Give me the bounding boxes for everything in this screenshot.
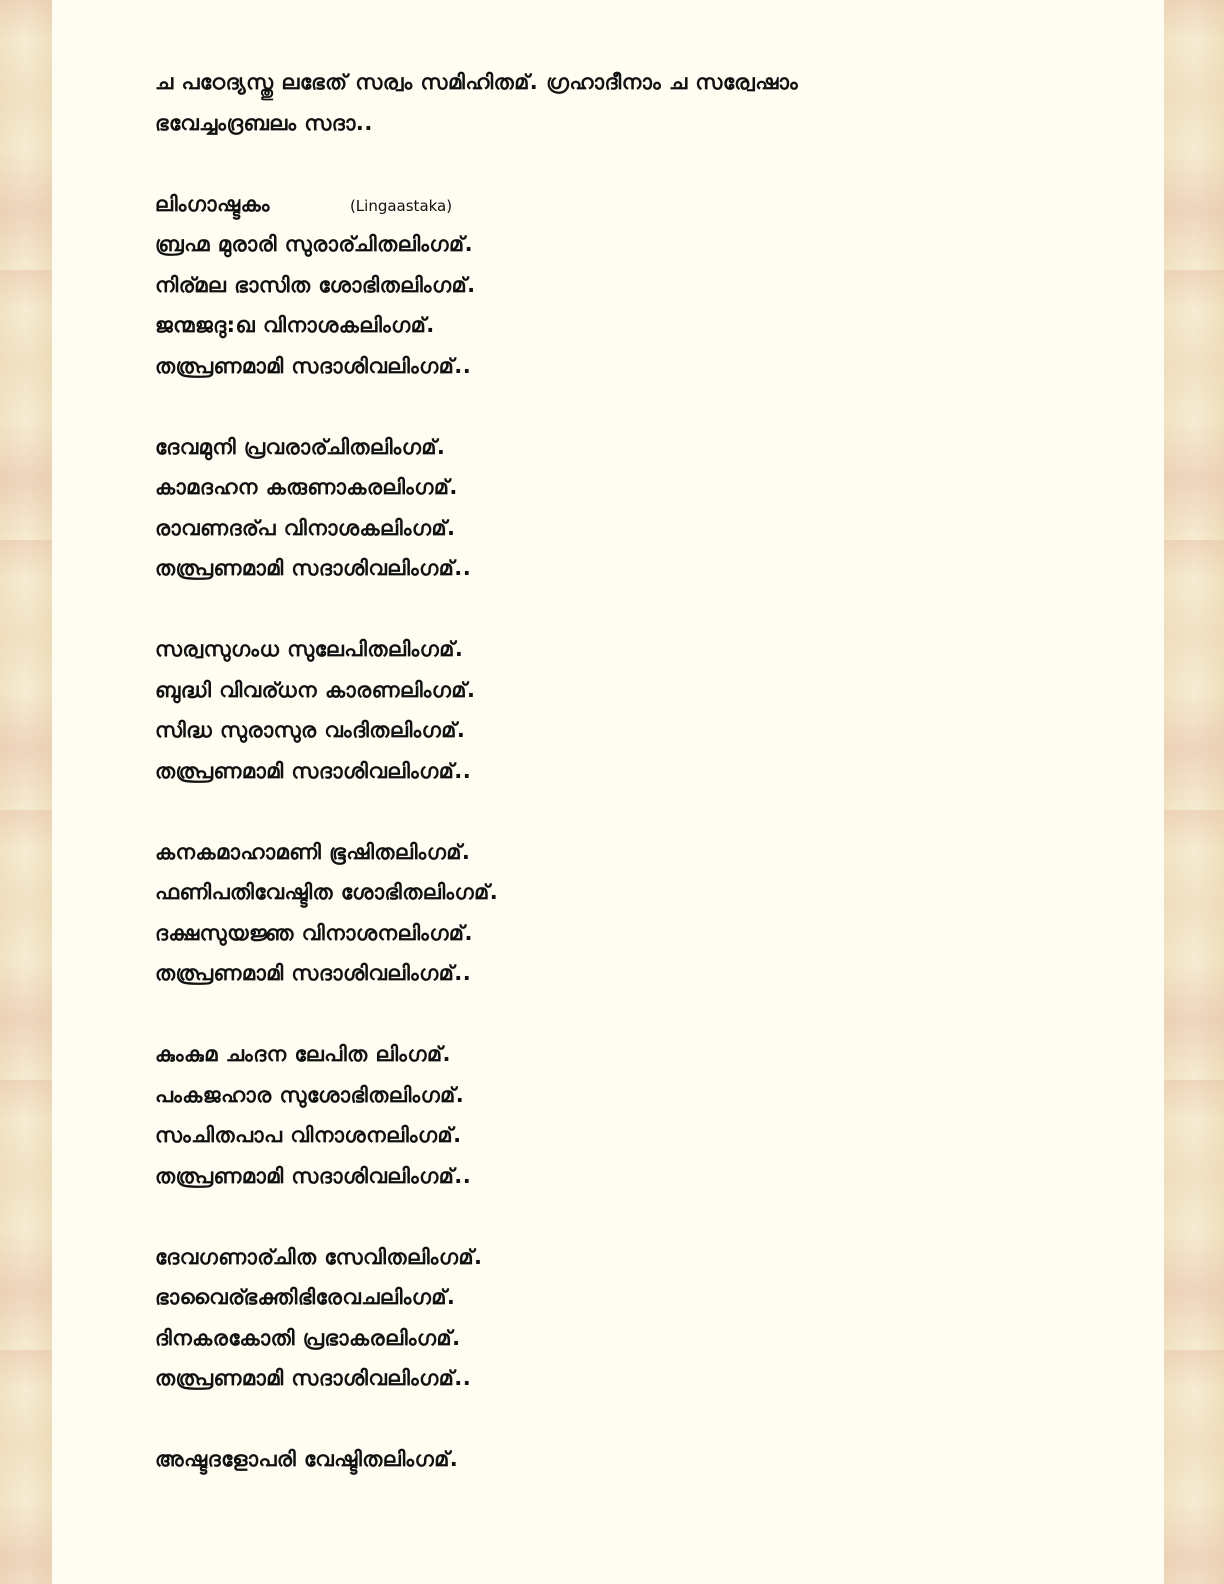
parchment-left-edge bbox=[0, 0, 52, 1584]
stanza bbox=[155, 1237, 1035, 1399]
intro-line: ച പഠേദ്യസ്തു ലഭേത് സര്വം സമിഹിതമ്. ഗ്രഹാദീനാം ച സര്വേഷാം bbox=[155, 70, 799, 94]
verse-line: തത്പ്രണമാമി സദാശിവലിംഗമ്.. bbox=[155, 1163, 472, 1188]
verse-line: രാവണദര്പ വിനാശകലിംഗമ്. bbox=[155, 515, 456, 540]
spacer bbox=[155, 994, 1035, 1035]
verse-line: സംചിതപാപ വിനാശനലിംഗമ്. bbox=[155, 1123, 462, 1147]
verse-line: ദിനകരകോതി പ്രഭാകരലിംഗമ്. bbox=[155, 1325, 461, 1350]
spacer bbox=[155, 386, 1035, 427]
stanza bbox=[155, 427, 1035, 589]
section-title-transliteration: (Lingaastaka) bbox=[349, 196, 453, 215]
verse-line: ബ്രഹ്മ മുരാരി സുരാര്ചിതലിംഗമ്. bbox=[155, 232, 474, 256]
verse-line: പംകജഹാര സുശോഭിതലിംഗമ്. bbox=[155, 1082, 465, 1107]
intro-block bbox=[155, 62, 1035, 143]
verse-line: നിര്മല ഭാസിത ശോഭിതലിംഗമ്. bbox=[155, 272, 476, 297]
spacer bbox=[155, 1196, 1035, 1237]
verse-line: തത്പ്രണമാമി സദാശിവലിംഗമ്.. bbox=[155, 556, 472, 580]
intro-line: ഭവേച്ചംദ്രബലം സദാ.. bbox=[155, 110, 373, 135]
section-heading bbox=[155, 184, 1035, 225]
verse-line: തത്പ്രണമാമി സദാശിവലിംഗമ്.. bbox=[155, 758, 472, 783]
section-title: ലിംഗാഷ്ടകം bbox=[155, 191, 270, 216]
verse-line: ഫണിപതിവേഷ്ടിത ശോഭിതലിംഗമ്. bbox=[155, 880, 499, 904]
verse-line: സിദ്ധ സുരാസുര വംദിതലിംഗമ്. bbox=[155, 718, 466, 742]
verse-line: തത്പ്രണമാമി സദാശിവലിംഗമ്.. bbox=[155, 353, 472, 378]
verse-line: തത്പ്രണമാമി സദാശിവലിംഗമ്.. bbox=[155, 961, 472, 985]
verse-line: ദക്ഷസുയജ്ഞ വിനാശനലിംഗമ്. bbox=[155, 920, 473, 945]
verse-line: ജന്മജദു:ഖ വിനാശകലിംഗമ്. bbox=[155, 313, 435, 337]
verse-line: സര്വസുഗംധ സുലേപിതലിംഗമ്. bbox=[155, 637, 464, 661]
verse-line: ദേവമുനി പ്രവരാര്ചിതലിംഗമ്. bbox=[155, 434, 446, 459]
spacer bbox=[155, 143, 1035, 184]
stanza bbox=[155, 1439, 1035, 1480]
verse-line: കനകമാഹാമണി ഭൂഷിതലിംഗമ്. bbox=[155, 839, 471, 864]
spacer bbox=[155, 1399, 1035, 1440]
spacer bbox=[155, 791, 1035, 832]
verse-line: ദേവഗണാര്ചിത സേവിതലിംഗമ്. bbox=[155, 1244, 483, 1269]
verse-line: ഭാവൈര്ഭക്തിഭിരേവചലിംഗമ്. bbox=[155, 1285, 456, 1309]
verse-line: കാമദഹന കരുണാകരലിംഗമ്. bbox=[155, 475, 458, 499]
stanza bbox=[155, 832, 1035, 994]
parchment-right-edge bbox=[1164, 0, 1224, 1584]
spacer bbox=[155, 589, 1035, 630]
document-content bbox=[155, 62, 1035, 1480]
stanza bbox=[155, 1034, 1035, 1196]
stanza bbox=[155, 224, 1035, 386]
stanza bbox=[155, 629, 1035, 791]
verse-line: കുംകുമ ചംദന ലേപിത ലിംഗമ്. bbox=[155, 1042, 451, 1066]
verse-line: അഷ്ടദളോപരി വേഷ്ടിതലിംഗമ്. bbox=[155, 1447, 459, 1471]
verse-line: ബുദ്ധി വിവര്ധന കാരണലിംഗമ്. bbox=[155, 677, 476, 702]
verse-line: തത്പ്രണമാമി സദാശിവലിംഗമ്.. bbox=[155, 1366, 472, 1390]
